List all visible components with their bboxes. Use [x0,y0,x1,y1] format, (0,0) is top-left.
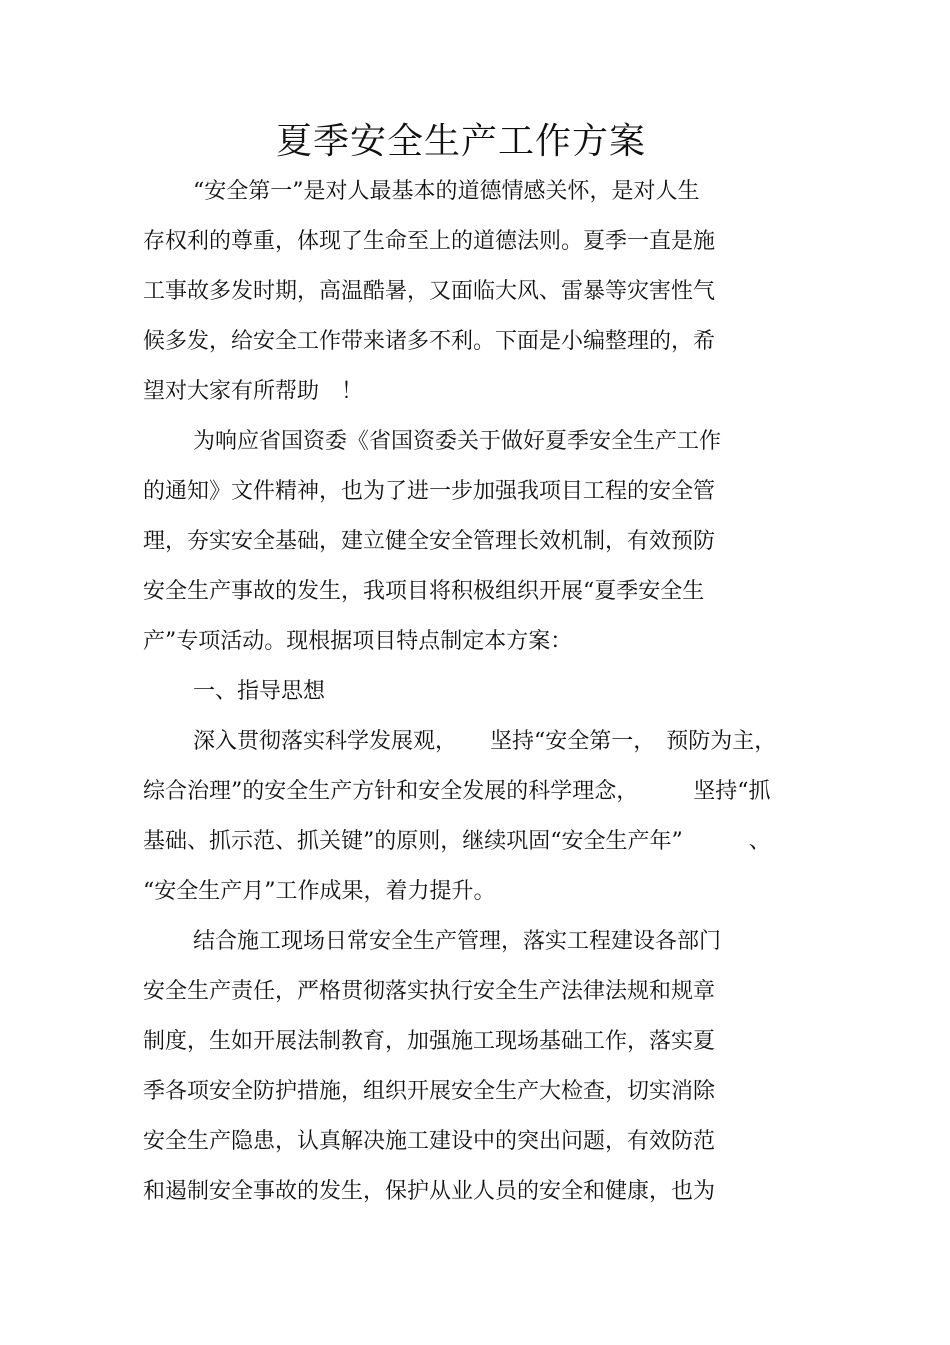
body-line: 季各项安全防护措施，组织开展安全生产大检查，切实消除 [143,1079,716,1104]
body-line: 工事故多发时期，高温酷暑，又面临大风、雷暴等灾害性气 [143,279,716,304]
body-line: 制度，生如开展法制教育，加强施工现场基础工作，落实夏 [143,1029,716,1054]
body-line: “安全生产月”工作成果，着力提升。 [143,879,496,904]
body-line: 理，夯实安全基础，建立健全安全管理长效机制，有效预防 [143,529,716,554]
section-heading: 一、指导思想 [193,679,326,704]
body-line: 和遏制安全事故的发生，保护从业人员的安全和健康，也为 [143,1179,716,1204]
body-line: 结合施工现场日常安全生产管理，落实工程建设各部门 [193,929,722,954]
body-line: 安全生产责任，严格贯彻落实执行安全生产法律法规和规章 [143,979,716,1004]
body-line: 安全生产隐患，认真解决施工建设中的突出问题，有效防范 [143,1129,716,1154]
body-line: 的通知》文件精神，也为了进一步加强我项目工程的安全管 [143,479,716,504]
document-title: 夏季安全生产工作方案 [275,121,646,162]
body-line: 安全生产事故的发生，我项目将积极组织开展“夏季安全生 [143,579,705,604]
body-line: 为响应省国资委《省国资委关于做好夏季安全生产工作 [193,429,722,454]
body-line: 候多发，给安全工作带来诸多不利。下面是小编整理的，希 [143,329,716,354]
body-line: 存权利的尊重，体现了生命至上的道德法则。夏季一直是施 [143,229,716,254]
body-line: 基础、抓示范、抓关键”的原则，继续巩固“安全生产年” 、 [143,829,771,854]
body-line: 产”专项活动。现根据项目特点制定本方案： [143,629,573,654]
body-line: 深入贯彻落实科学发展观， 坚持“安全第一， 预防为主， [193,729,777,754]
body-line: 望对大家有所帮助 ！ [143,379,364,404]
body-line: 综合治理”的安全生产方针和安全发展的科学理念， 坚持“抓 [143,779,771,804]
body-line: “安全第一”是对人最基本的道德情感关怀，是对人生 [193,179,700,204]
